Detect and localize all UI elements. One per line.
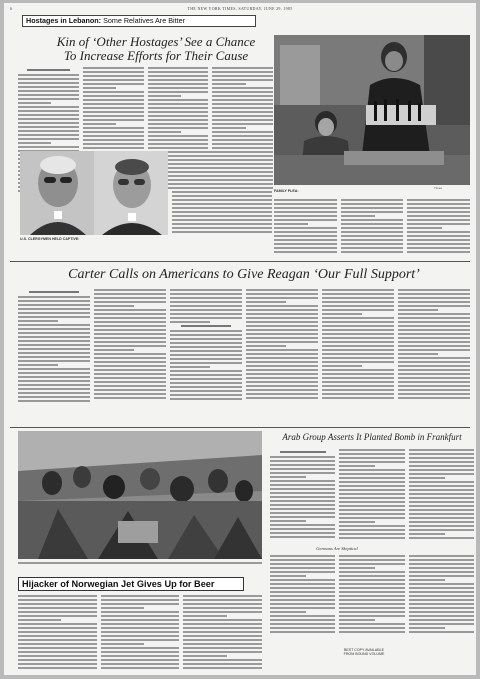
story3-columns-bottom [270,555,474,635]
text-column [246,289,318,423]
text-column [18,289,90,423]
jet-photo [18,431,262,559]
story2-headline: Carter Calls on Americans to Give Reagan ‘Our Full Support’ [68,267,420,282]
story1-headline [24,35,288,62]
story1-headline-line1: Kin of ‘Other Hostages’ See a Chance [56,34,256,49]
publication-date: THE NEW YORK TIMES, SATURDAY, JUNE 29, 1985 [187,6,293,11]
text-column [18,595,97,673]
section-label-bold: Hostages in Lebanon: [26,16,102,25]
family-plea-caption-lead: FAMILY PLEA: [274,189,299,193]
best-copy-line1: BEST COPY AVAILABLE [343,648,385,652]
jet-photo-image [18,431,262,559]
text-column [170,289,242,423]
clergymen-photo-image [20,151,168,235]
story1-headline-line2: To Increase Efforts for Their Cause [63,47,249,63]
text-column [407,199,470,257]
text-column [341,199,404,257]
page-number: 6 [10,6,12,11]
section-label-rest: Some Relatives Are Bitter [101,16,185,25]
story4-columns [18,595,262,673]
text-column [270,555,335,635]
section-label [22,15,256,27]
clergymen-caption-lead: U.S. CLERGYMEN HELD CAPTIVE: [20,237,80,241]
family-plea-photo-image [274,35,470,185]
story2-columns [18,289,470,423]
text-column [322,289,394,423]
text-column [398,289,470,423]
jet-photo-caption [18,561,262,564]
section-divider [10,261,470,262]
text-column [409,555,474,635]
story3-headline: Arab Group Asserts It Planted Bomb in Frankfurt [282,432,462,442]
story1-columns-mid [172,151,272,241]
text-column [94,289,166,423]
text-column [339,555,404,635]
newspaper-page [4,3,476,675]
best-copy-notice [304,648,424,657]
clergymen-photo [20,151,168,235]
family-plea-photo [274,35,470,185]
story4-headline: Hijacker of Norwegian Jet Gives Up for Beer [18,577,244,591]
text-column [339,449,404,547]
text-column [172,151,272,241]
text-column [409,449,474,547]
masthead [4,3,476,15]
best-copy-line2: FROM BOUND VOLUME [343,652,385,657]
story1-columns-right [274,199,470,257]
story3-columns-top [270,449,474,547]
text-column [183,595,262,673]
story3-subhead: Germans Are Skeptical [316,546,358,551]
text-column [274,199,337,257]
text-column [270,449,335,547]
photo-credit: Times [434,186,443,190]
text-column [101,595,180,673]
section-divider [10,427,470,428]
family-plea-caption [274,189,470,193]
